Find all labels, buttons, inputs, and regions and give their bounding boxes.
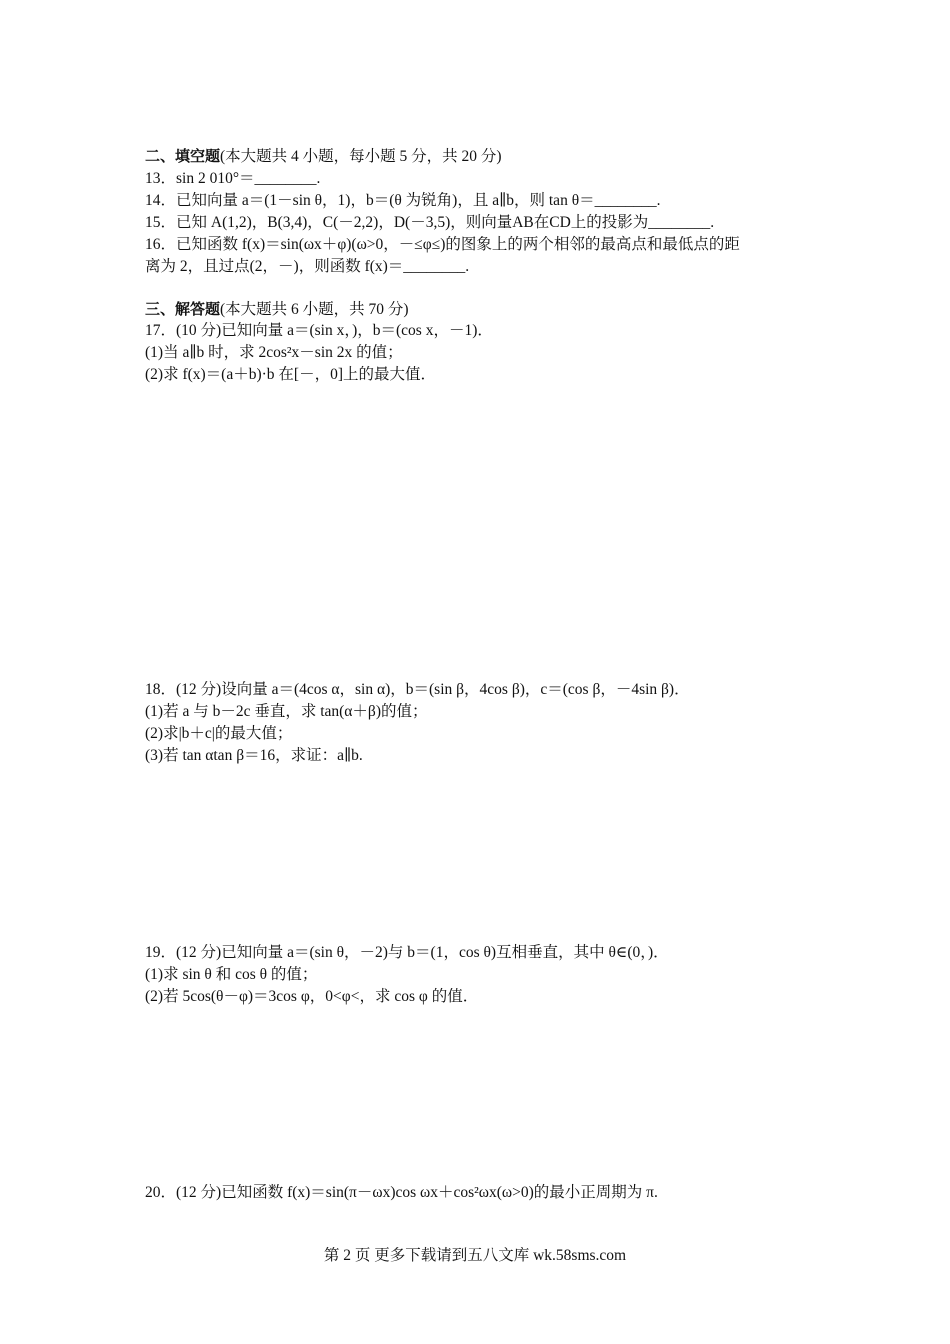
page-footer: 第 2 页 更多下载请到五八文库 wk.58sms.com — [323, 1247, 627, 1264]
question-16-line-1: 16．已知函数 f(x)＝sin(ωx＋φ)(ω>0，－≤φ≤)的图象上的两个相邻的最高点和最低点的距 — [145, 236, 740, 253]
section-3-heading: 三、解答题 — [145, 300, 221, 318]
question-16-line-2: 离为 2，且过点(2，－)，则函数 f(x)＝________. — [145, 258, 470, 275]
question-19-part-2: (2)若 5cos(θ－φ)＝3cos φ，0<φ<，求 cos φ 的值． — [145, 988, 479, 1005]
section-3-header — [145, 299, 409, 320]
question-18-part-1: (1)若 a 与 b－2c 垂直，求 tan(α＋β)的值； — [145, 703, 428, 720]
question-17-part-2: (2)求 f(x)＝(a＋b)·b 在[－，0]上的最大值． — [145, 366, 436, 383]
question-18-part-2: (2)求|b＋c|的最大值； — [145, 725, 293, 742]
section-3-note: (本大题共 6 小题，共 70 分) — [220, 301, 409, 318]
question-14: 14．已知向量 a＝(1－sin θ，1)，b＝(θ 为锐角)，且 a∥b，则 tan θ＝________. — [145, 192, 661, 209]
question-15: 15．已知 A(1,2)，B(3,4)，C(－2,2)，D(－3,5)，则向量AB在CD上的投影为________. — [145, 214, 715, 231]
section-2-note: (本大题共 4 小题，每小题 5 分，共 20 分) — [220, 148, 502, 165]
section-2-header — [145, 146, 502, 167]
question-20: 20．(12 分)已知函数 f(x)＝sin(π－ωx)cos ωx＋cos²ωx(ω>0)的最小正周期为 π. — [145, 1184, 658, 1201]
question-19: 19．(12 分)已知向量 a＝(sin θ，－2)与 b＝(1，cos θ)互相垂直，其中 θ∈(0，)． — [145, 944, 669, 961]
question-18-part-3: (3)若 tan αtan β＝16，求证：a∥b. — [145, 747, 363, 764]
question-19-part-1: (1)求 sin θ 和 cos θ 的值； — [145, 966, 318, 983]
question-18: 18．(12 分)设向量 a＝(4cos α，sin α)，b＝(sin β，4cos β)，c＝(cos β，－4sin β)． — [145, 681, 690, 698]
section-2-heading: 二、填空题 — [145, 147, 221, 165]
question-17-part-1: (1)当 a∥b 时，求 2cos²x－sin 2x 的值； — [145, 344, 403, 361]
question-13: 13．sin 2 010°＝________. — [145, 170, 321, 187]
question-17: 17．(10 分)已知向量 a＝(sin x，)，b＝(cos x，－1)． — [145, 322, 493, 339]
